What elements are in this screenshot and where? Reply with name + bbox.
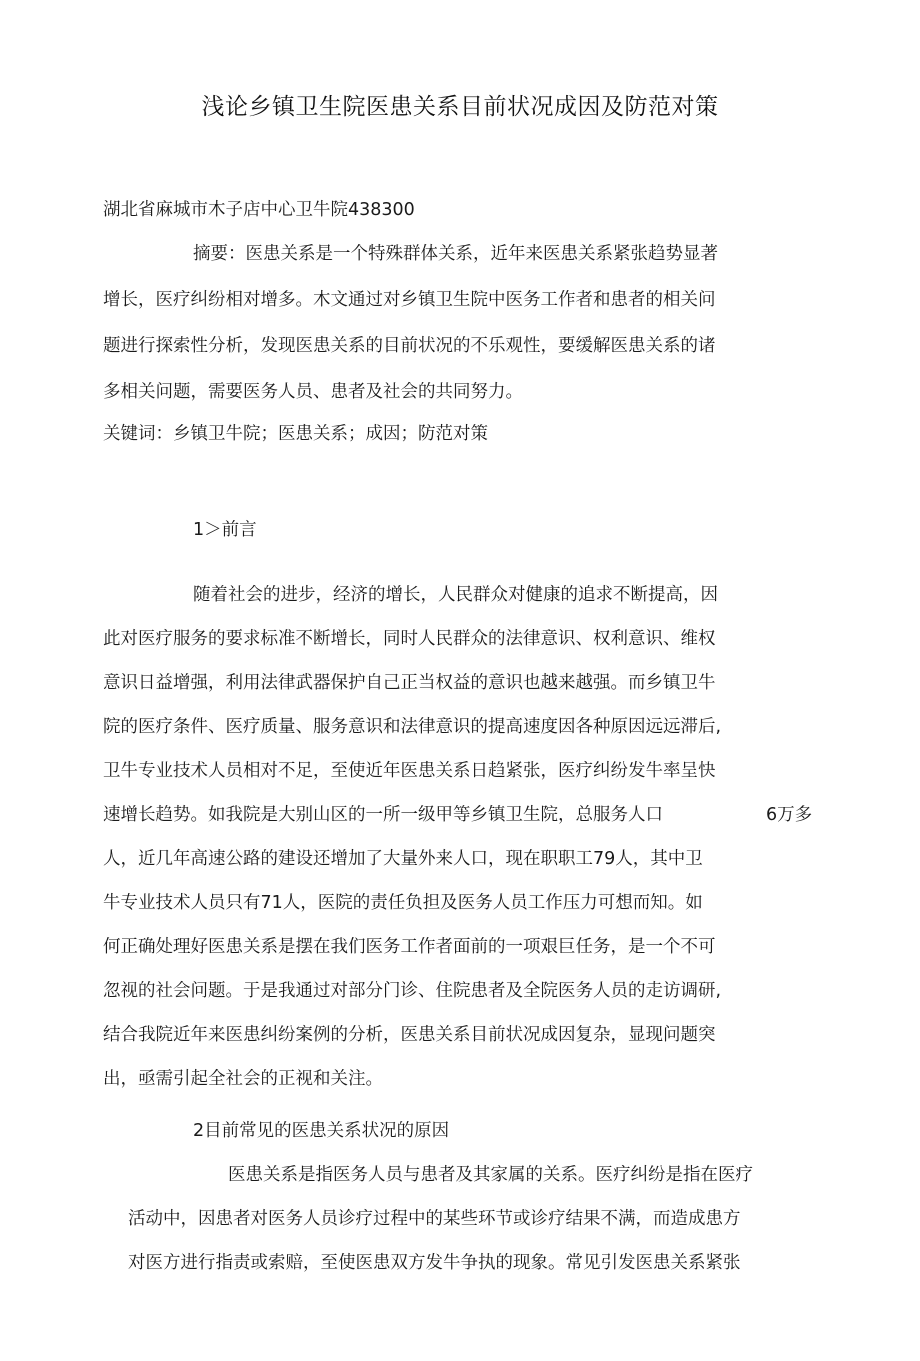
abstract-line: 题进行探索性分析，发现医患关系的目前状况的不乐观性，要缓解医患关系的诸 (103, 336, 716, 356)
paragraph-line: 卫牛专业技术人员相对不足，至使近年医患关系日趋紧张，医疗纠纷发牛率呈快 (103, 761, 716, 781)
paragraph-line: 此对医疗服务的要求标准不断增长，同时人民群众的法律意识、权利意识、维权 (103, 629, 716, 649)
paragraph-line: 结合我院近年来医患纠纷案例的分析，医患关系目前状况成因复杂，显现问题突 (103, 1025, 716, 1045)
abstract-line: 多相关问题，需要医务人员、患者及社会的共同努力。 (103, 382, 523, 402)
paragraph-line: 何正确处理好医患关系是摆在我们医务工作者面前的一项艰巨任务，是一个不可 (103, 937, 716, 957)
paragraph-line-tail: 6万多 (766, 805, 813, 825)
paragraph-line: 牛专业技术人员只有71人，医院的责任负担及医务人员工作压力可想而知。如 (103, 893, 703, 913)
paragraph-line: 速增长趋势。如我院是大别山区的一所一级甲等乡镇卫生院，总服务人口 (103, 805, 663, 825)
abstract-line: 摘要：医患关系是一个特殊群体关系，近年来医患关系紧张趋势显著 (193, 244, 718, 264)
paragraph-line: 医患关系是指医务人员与患者及其家属的关系。医疗纠纷是指在医疗 (228, 1165, 753, 1185)
affiliation: 湖北省麻城市木子店中心卫牛院438300 (103, 200, 415, 220)
section-heading: 2目前常见的医患关系状况的原因 (193, 1121, 450, 1141)
section-heading: 1＞前言 (193, 520, 257, 540)
paragraph-line: 对医方进行指责或索赔，至使医患双方发牛争执的现象。常见引发医患关系紧张 (128, 1253, 741, 1273)
paragraph-line: 出，亟需引起全社会的正视和关注。 (103, 1069, 383, 1089)
document-title: 浅论乡镇卫生院医患关系目前状况成因及防范对策 (201, 94, 719, 120)
paragraph-line: 院的医疗条件、医疗质量、服务意识和法律意识的提高速度因各种原因远远滞后, (103, 717, 722, 737)
paragraph-line: 活动中，因患者对医务人员诊疗过程中的某些环节或诊疗结果不满，而造成患方 (128, 1209, 741, 1229)
keywords: 关键词：乡镇卫牛院；医患关系；成因；防范对策 (103, 424, 488, 444)
paragraph-line: 忽视的社会问题。于是我通过对部分门诊、住院患者及全院医务人员的走访调研, (103, 981, 722, 1001)
paragraph-line: 随着社会的进步，经济的增长，人民群众对健康的追求不断提高，因 (193, 585, 718, 605)
paragraph-line: 人，近几年高速公路的建设还增加了大量外来人口，现在职职工79人，其中卫 (103, 849, 703, 869)
abstract-line: 增长，医疗纠纷相对增多。木文通过对乡镇卫生院中医务工作者和患者的相关问 (103, 290, 716, 310)
paragraph-line: 意识日益增强，利用法律武器保护自己正当权益的意识也越来越强。而乡镇卫牛 (103, 673, 716, 693)
